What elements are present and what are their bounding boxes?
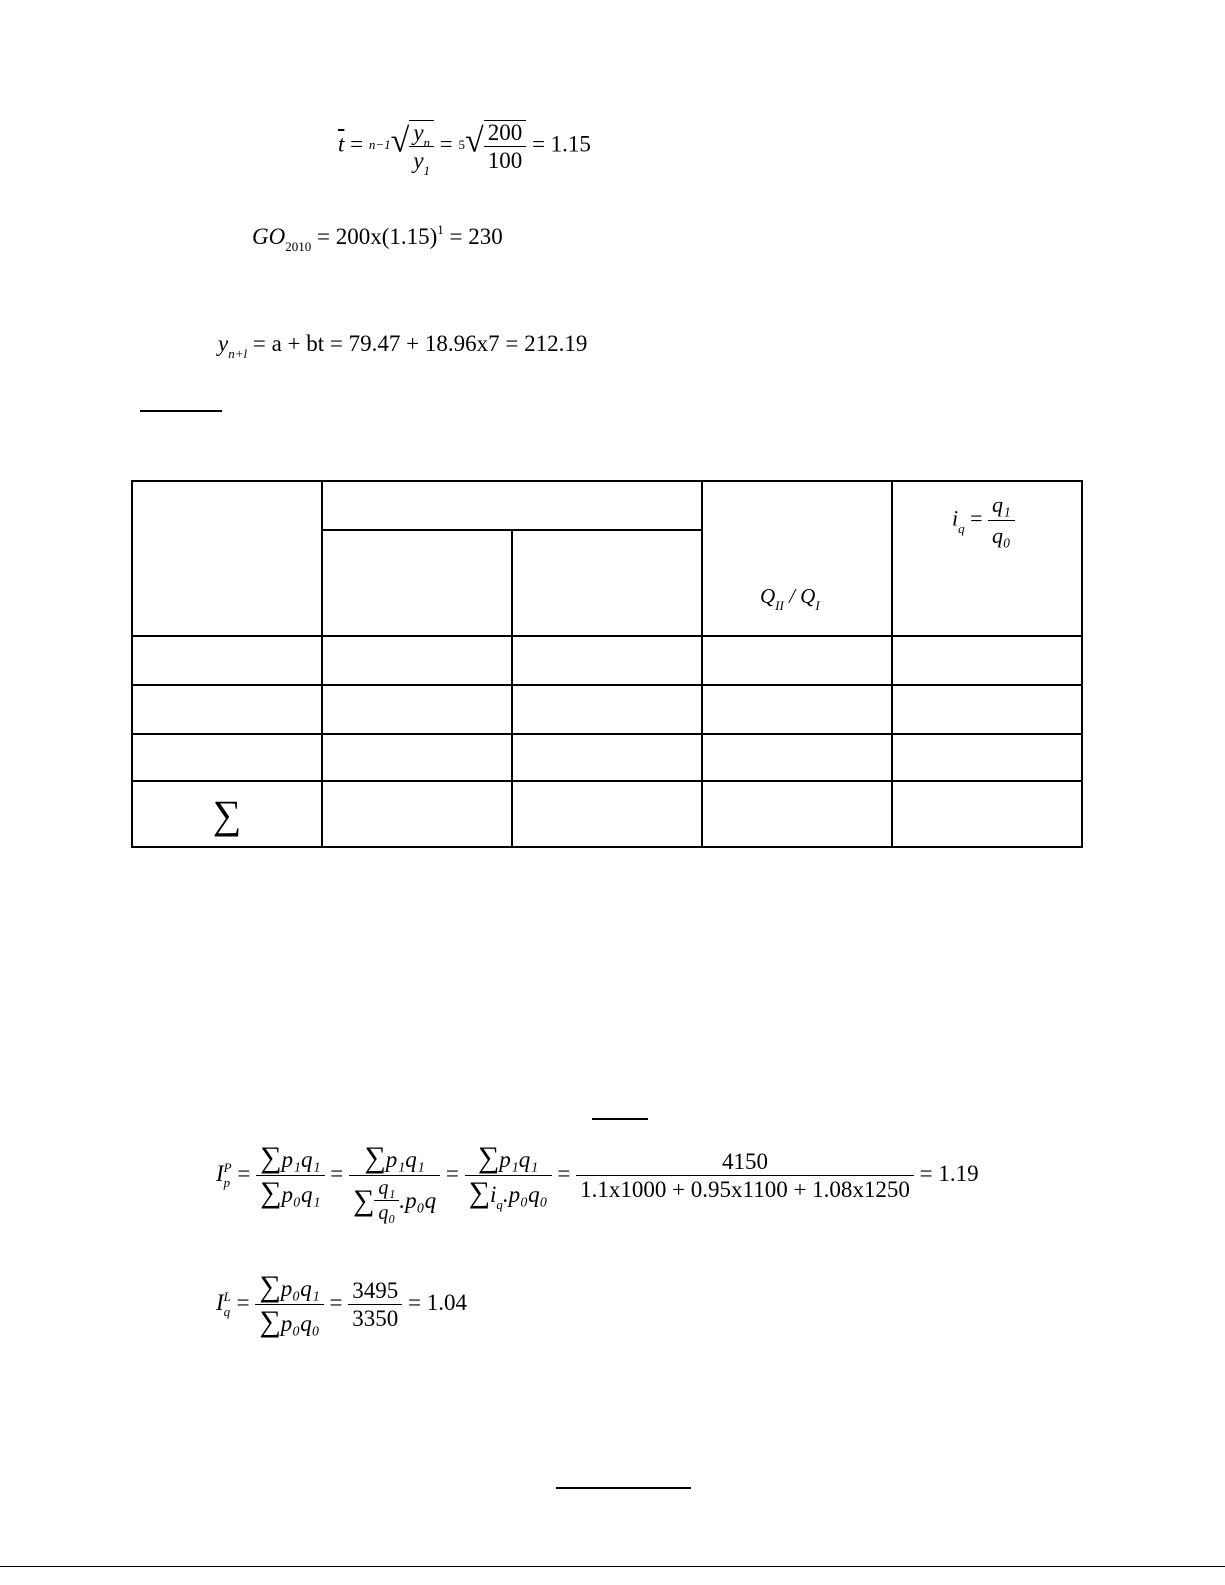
paasche-f2-inner-den: q₀ bbox=[374, 1200, 399, 1223]
go-rhs: = 200x(1.15) bbox=[316, 224, 438, 249]
sum-sign: ∑ bbox=[477, 1141, 500, 1174]
paasche-result: = 1.19 bbox=[919, 1160, 979, 1186]
equals-sign: = bbox=[330, 1160, 344, 1186]
sum-sign: ∑ bbox=[260, 1141, 282, 1174]
sum-sign: ∑ bbox=[259, 1305, 281, 1338]
go-power: 1 bbox=[437, 222, 444, 237]
equals-sign: = bbox=[236, 1289, 250, 1315]
paasche-f3-num: p₁q₁ bbox=[499, 1147, 539, 1172]
formula-growth-rate: $\overline{t} = n-1√$ $\frac{y_n}{y_1}$ = 5√ $\frac{200}{100}$ = 1.15 bbox=[338, 120, 591, 178]
value-200: 200 bbox=[487, 120, 523, 145]
table-row bbox=[132, 636, 1082, 685]
index-i: i bbox=[952, 505, 959, 531]
data-table bbox=[131, 480, 1083, 848]
header-subcell-1 bbox=[322, 530, 512, 636]
table-row bbox=[132, 685, 1082, 734]
equals-sign: = bbox=[350, 131, 364, 157]
paasche-f1-den: p₀q₁ bbox=[281, 1182, 321, 1207]
index-numerator: q₁ bbox=[992, 492, 1011, 517]
formula-trend-forecast bbox=[218, 331, 588, 361]
paasche-f4-den: 1.1x1000 + 0.95x1100 + 1.08x1250 bbox=[576, 1175, 914, 1201]
sum-sign: ∑ bbox=[260, 1176, 282, 1209]
laspeyres-f2-num: 3495 bbox=[352, 1278, 399, 1303]
paasche-i: I bbox=[216, 1160, 224, 1186]
footer-rule bbox=[556, 1487, 691, 1489]
root-numerator-sub: n bbox=[423, 135, 431, 150]
header-cell-2 bbox=[322, 481, 702, 530]
value-100: 100 bbox=[484, 146, 527, 172]
formula-laspeyres bbox=[216, 1272, 467, 1337]
equals-sign: = bbox=[329, 1289, 343, 1315]
go-result: = 230 bbox=[449, 224, 503, 249]
root-denominator-sub: 1 bbox=[423, 163, 431, 178]
section-underline bbox=[140, 410, 222, 412]
laspeyres-sub: q bbox=[223, 1303, 231, 1319]
paasche-sup: P bbox=[223, 1160, 232, 1176]
sum-symbol: ∑ bbox=[132, 781, 322, 847]
section-underline-2 bbox=[592, 1118, 648, 1120]
sum-sign: ∑ bbox=[259, 1270, 281, 1303]
ratio-sub-i: I bbox=[815, 598, 820, 613]
paasche-f3-tail: .p₀q₀ bbox=[502, 1182, 548, 1207]
ratio-slash-q: / Q bbox=[783, 584, 816, 608]
trend-subscript: n+l bbox=[228, 346, 248, 361]
paasche-sub: p bbox=[223, 1174, 231, 1190]
laspeyres-f1-num: p₀q₁ bbox=[280, 1276, 320, 1301]
equals-sign: = bbox=[439, 131, 453, 157]
laspeyres-i: I bbox=[216, 1289, 224, 1315]
growth-rate-result: = 1.15 bbox=[531, 131, 591, 157]
trend-symbol: y bbox=[218, 331, 229, 356]
header-subcell-2 bbox=[512, 530, 702, 636]
laspeyres-sup: L bbox=[223, 1289, 231, 1305]
equals-sign: = bbox=[557, 1160, 571, 1186]
sum-sign: ∑ bbox=[364, 1141, 386, 1174]
sum-sign: ∑ bbox=[352, 1183, 375, 1217]
table-row-total bbox=[132, 781, 1082, 847]
page-bottom-edge bbox=[0, 1566, 1225, 1567]
formula-go-forecast bbox=[252, 222, 503, 254]
equals-sign: = bbox=[970, 505, 983, 531]
laspeyres-result: = 1.04 bbox=[408, 1289, 467, 1315]
header-ratio-label bbox=[760, 584, 820, 613]
header-index-label bbox=[952, 492, 1015, 549]
formula-paasche bbox=[216, 1143, 979, 1223]
root-denominator: y bbox=[413, 148, 424, 173]
root-index-5: 5 bbox=[458, 137, 466, 153]
sum-sign: ∑ bbox=[468, 1176, 490, 1209]
header-cell-1 bbox=[132, 481, 322, 636]
paasche-f3-i: i bbox=[489, 1182, 497, 1207]
paasche-f2-num: p₁q₁ bbox=[385, 1147, 425, 1172]
equals-sign: = bbox=[445, 1160, 459, 1186]
root-index: n−1 bbox=[368, 137, 391, 153]
root-numerator: y bbox=[413, 120, 424, 145]
growth-rate-symbol: $\overline{t}$ bbox=[338, 131, 345, 157]
trend-rhs: = a + bt = 79.47 + 18.96x7 = 212.19 bbox=[252, 331, 588, 356]
equals-sign: = bbox=[237, 1160, 251, 1186]
paasche-f4-num: 4150 bbox=[722, 1149, 768, 1174]
ratio-sub-ii: II bbox=[775, 598, 784, 613]
paasche-f2-inner-num: q₁ bbox=[378, 1177, 396, 1199]
index-sub-q: q bbox=[958, 520, 965, 536]
paasche-f3-sub: q bbox=[496, 1197, 503, 1212]
laspeyres-f2-den: 3350 bbox=[348, 1304, 402, 1330]
header-cell-ratio bbox=[702, 481, 892, 636]
table-row bbox=[132, 734, 1082, 781]
laspeyres-f1-den: p₀q₀ bbox=[280, 1311, 320, 1336]
go-subscript: 2010 bbox=[285, 239, 312, 254]
paasche-f1-num: p₁q₁ bbox=[281, 1147, 321, 1172]
go-symbol: GO bbox=[252, 224, 286, 249]
ratio-q: Q bbox=[760, 584, 776, 608]
paasche-f2-tail: .p₀q bbox=[399, 1188, 437, 1213]
index-denominator: q₀ bbox=[988, 520, 1015, 549]
